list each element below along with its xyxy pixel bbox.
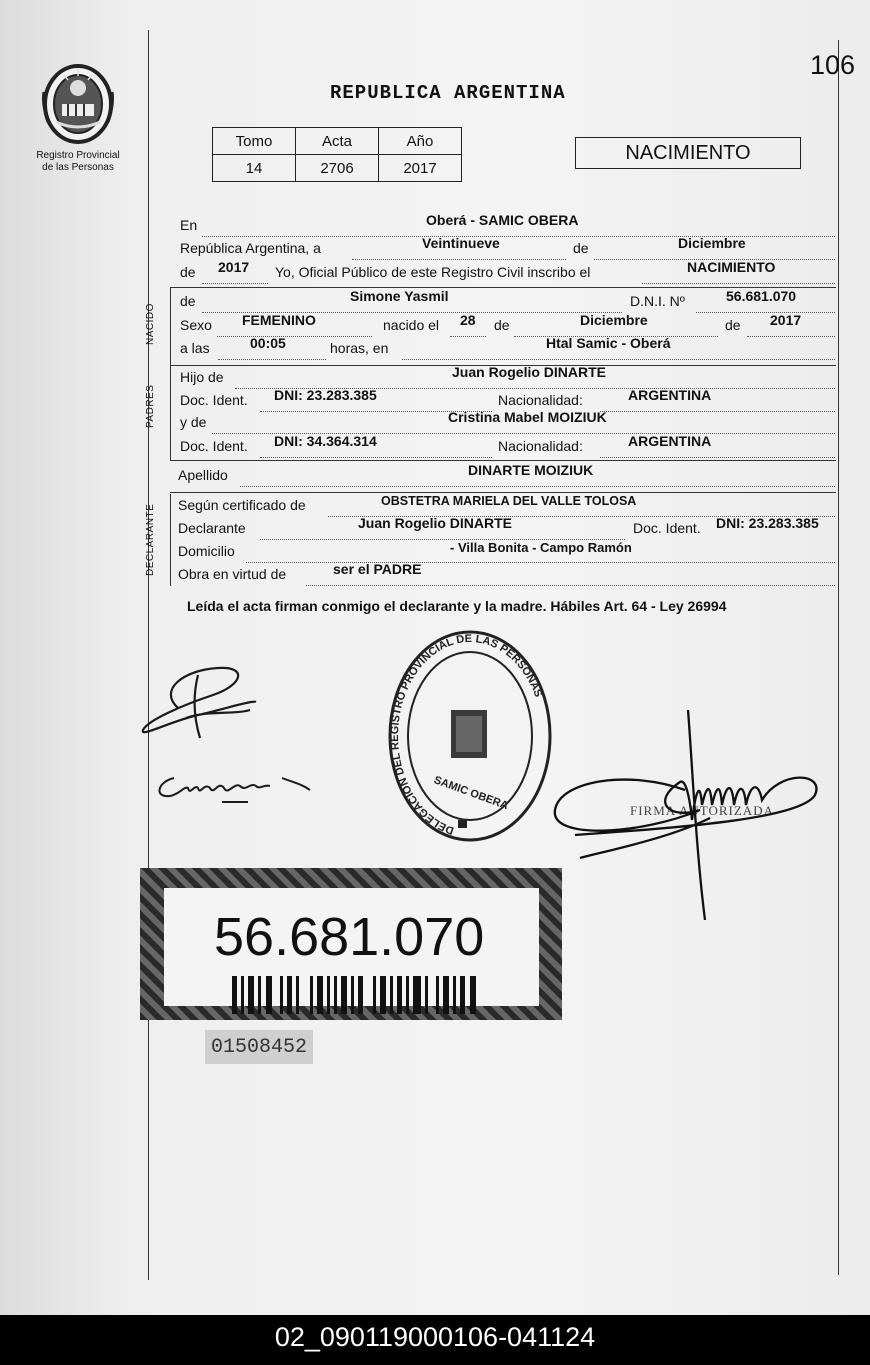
closing-statement: Leída el acta firman conmigo el declarante y la madre. Hábiles Art. 64 - Ley 26994 [187, 598, 727, 614]
value-declarant-doc: DNI: 23.283.385 [716, 515, 819, 531]
label-nacionalidad: Nacionalidad: [498, 392, 583, 408]
record-table [212, 127, 462, 182]
sequence-number: 01508452 [205, 1030, 313, 1064]
value-tomo: 14 [213, 155, 296, 182]
value-birth-month: Diciembre [580, 312, 648, 328]
line-domicilio [178, 540, 833, 563]
label-dni: D.N.I. Nº [630, 293, 685, 309]
line-anio [180, 259, 835, 284]
label-obra: Obra en virtud de [178, 566, 287, 582]
line-certificado [178, 494, 833, 517]
value-record-kind: NACIMIENTO [687, 259, 776, 275]
label-domicilio: Domicilio [178, 543, 235, 559]
page-number: 106 [810, 50, 856, 80]
value-birth-place: Htal Samic - Oberá [546, 335, 671, 351]
section-bar [170, 494, 171, 586]
label-declarante: Declarante [178, 520, 246, 536]
value-child-name: Simone Yasmil [350, 288, 449, 304]
dotted-line [240, 486, 835, 487]
label-doc-ident: Doc. Ident. [180, 392, 248, 408]
header-anio: Año [379, 128, 462, 155]
value-birth-time: 00:05 [250, 335, 286, 351]
signature-official-image [550, 710, 825, 930]
label-de-month: de [573, 240, 589, 256]
value-father-doc: DNI: 23.283.385 [274, 387, 377, 403]
value-birth-day: 28 [460, 312, 476, 328]
label-inscribo: Yo, Oficial Público de este Registro Civil inscribo el [275, 264, 591, 280]
value-certifier: OBSTETRA MARIELA DEL VALLE TOLOSA [381, 494, 637, 508]
dotted-line [202, 283, 268, 284]
footer-code: 02_090119000106-041124 [0, 1315, 870, 1365]
dotted-line [600, 457, 835, 458]
value-anio: 2017 [379, 155, 462, 182]
signature-mother-image [138, 660, 268, 745]
record-type-box: NACIMIENTO [575, 137, 801, 169]
dotted-line [747, 336, 835, 337]
value-father-nationality: ARGENTINA [628, 387, 712, 403]
signature-declarant-image [152, 768, 317, 808]
section-separator [170, 460, 836, 461]
value-month: Diciembre [678, 235, 746, 251]
section-bar [170, 365, 171, 460]
value-address: - Villa Bonita - Campo Ramón [450, 540, 632, 555]
label-certificado: Según certificado de [178, 497, 306, 513]
label-nacionalidad: Nacionalidad: [498, 438, 583, 454]
barcode-number: 56.681.070 [214, 907, 485, 967]
label-de-year2: de [725, 317, 741, 333]
section-label-padres: PADRES [145, 384, 156, 428]
registry-logo [30, 62, 126, 174]
value-birth-year: 2017 [770, 312, 802, 328]
line-hijo-de [180, 364, 835, 389]
value-acta: 2706 [296, 155, 379, 182]
line-republica [180, 235, 835, 260]
value-sexo: FEMENINO [242, 312, 316, 328]
value-year: 2017 [218, 259, 250, 275]
dotted-line [260, 457, 492, 458]
value-day-words: Veintinueve [422, 235, 500, 251]
dotted-line [642, 283, 835, 284]
label-republica: República Argentina, a [180, 240, 321, 256]
section-label-nacido: NACIDO [145, 303, 156, 345]
dotted-line [306, 585, 835, 586]
value-capacity: ser el PADRE [333, 561, 422, 577]
barcode-label [140, 868, 562, 1020]
barcode-label-inner [164, 888, 539, 1006]
section-label-declarante: DECLARANTE [145, 503, 156, 576]
line-sexo [180, 312, 835, 337]
value-place: Oberá - SAMIC OBERA [426, 212, 579, 228]
value-mother-nationality: ARGENTINA [628, 433, 712, 449]
dotted-line [600, 411, 835, 412]
stamp-ring-text: DELEGACION DEL REGISTRO PROVINCIAL DE LAS PERSONAS [388, 632, 545, 837]
province-shield-icon [40, 62, 116, 146]
value-child-dni: 56.681.070 [726, 288, 797, 304]
label-en: En [180, 217, 198, 233]
section-separator [170, 492, 836, 493]
label-a-las: a las [180, 340, 210, 356]
header-acta: Acta [296, 128, 379, 155]
authorized-title: FIRMA AUTORIZADA [630, 803, 774, 818]
value-father-name: Juan Rogelio DINARTE [452, 364, 607, 380]
dotted-line [402, 359, 835, 360]
label-apellido: Apellido [178, 467, 228, 483]
dotted-line [217, 336, 372, 337]
label-de-year: de [180, 264, 196, 280]
value-declarant-name: Juan Rogelio DINARTE [358, 515, 513, 531]
header-tomo: Tomo [213, 128, 296, 155]
dotted-line [450, 336, 486, 337]
label-y-de: y de [180, 414, 207, 430]
value-mother-name: Cristina Mabel MOIZIUK [448, 409, 607, 425]
line-mother-doc [180, 433, 835, 458]
line-y-de [180, 409, 835, 434]
line-hora [180, 335, 835, 360]
left-margin-line [148, 30, 149, 1280]
value-mother-doc: DNI: 34.364.314 [274, 433, 377, 449]
label-de-name: de [180, 293, 196, 309]
label-de-month2: de [494, 317, 510, 333]
dotted-line [218, 359, 326, 360]
line-obra [178, 561, 833, 586]
line-en [180, 212, 835, 237]
dotted-line [696, 312, 835, 313]
label-sexo: Sexo [180, 317, 212, 333]
official-stamp [388, 628, 553, 843]
document-title: REPUBLICA ARGENTINA [330, 82, 566, 104]
barcode-image [232, 976, 477, 1014]
value-surname: DINARTE MOIZIUK [468, 462, 594, 478]
label-doc-ident: Doc. Ident. [633, 520, 701, 536]
line-nombre [180, 288, 835, 313]
section-bar [170, 287, 171, 365]
logo-caption-line1: Registro Provincial [36, 150, 120, 161]
line-apellido [178, 462, 833, 487]
label-horas-en: horas, en [330, 340, 389, 356]
right-margin-line [838, 40, 839, 1275]
label-hijo-de: Hijo de [180, 369, 224, 385]
line-declarante [178, 515, 833, 540]
logo-caption-line2: de las Personas [42, 162, 114, 173]
stamp-inner-text: SAMIC OBERA [432, 774, 510, 813]
dotted-line [352, 259, 566, 260]
label-doc-ident: Doc. Ident. [180, 438, 248, 454]
label-nacido-el: nacido el [383, 317, 440, 333]
